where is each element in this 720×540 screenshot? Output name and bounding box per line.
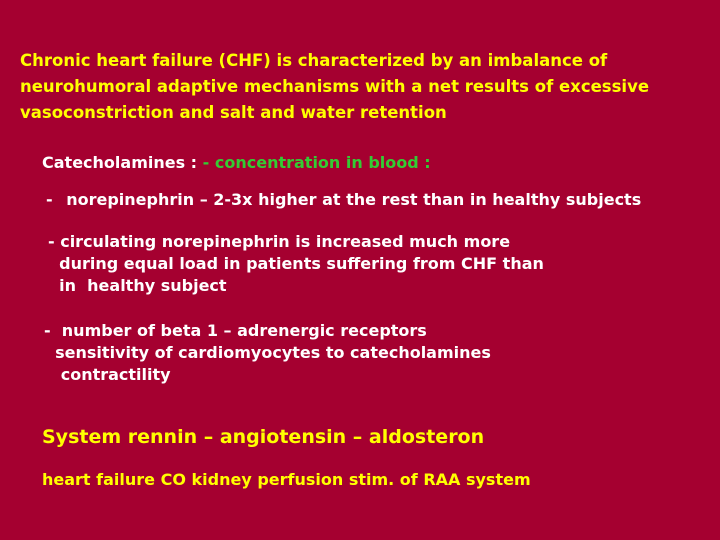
catecholamines-heading [42,152,431,174]
bullet-line: - circulating norepinephrin is increased much more [48,232,511,251]
raas-cascade: heart failure CO kidney perfusion stim. of RAA system [42,470,531,489]
intro-line: vasoconstriction and salt and water retention [20,103,447,122]
bullet-line: during equal load in patients suffering from CHF than [48,254,544,273]
bullet-beta-receptors [44,320,496,386]
concentration-label: - concentration in blood : [202,153,431,172]
bullet-line: - number of beta 1 – adrenergic receptors [44,321,433,340]
bullet-line: in healthy subject [48,276,227,295]
intro-paragraph [20,48,649,126]
bullet-norepinephrin-rest [46,189,641,211]
catecholamines-label: Catecholamines : [42,153,203,172]
intro-line: neurohumoral adaptive mechanisms with a net results of excessive [20,77,650,96]
bullet-line: contractility [44,365,171,384]
bullet-line: sensitivity of cardiomyocytes to catecholamines [44,343,497,362]
bullet-norepinephrin-load [48,231,544,297]
bullet-text: norepinephrin – 2-3x higher at the rest than in healthy subjects [66,190,642,209]
raas-heading: System rennin – angiotensin – aldosteron [42,426,485,448]
intro-line: Chronic heart failure (CHF) is characterized by an imbalance of [20,51,608,70]
bullet-dash: - [46,190,53,209]
